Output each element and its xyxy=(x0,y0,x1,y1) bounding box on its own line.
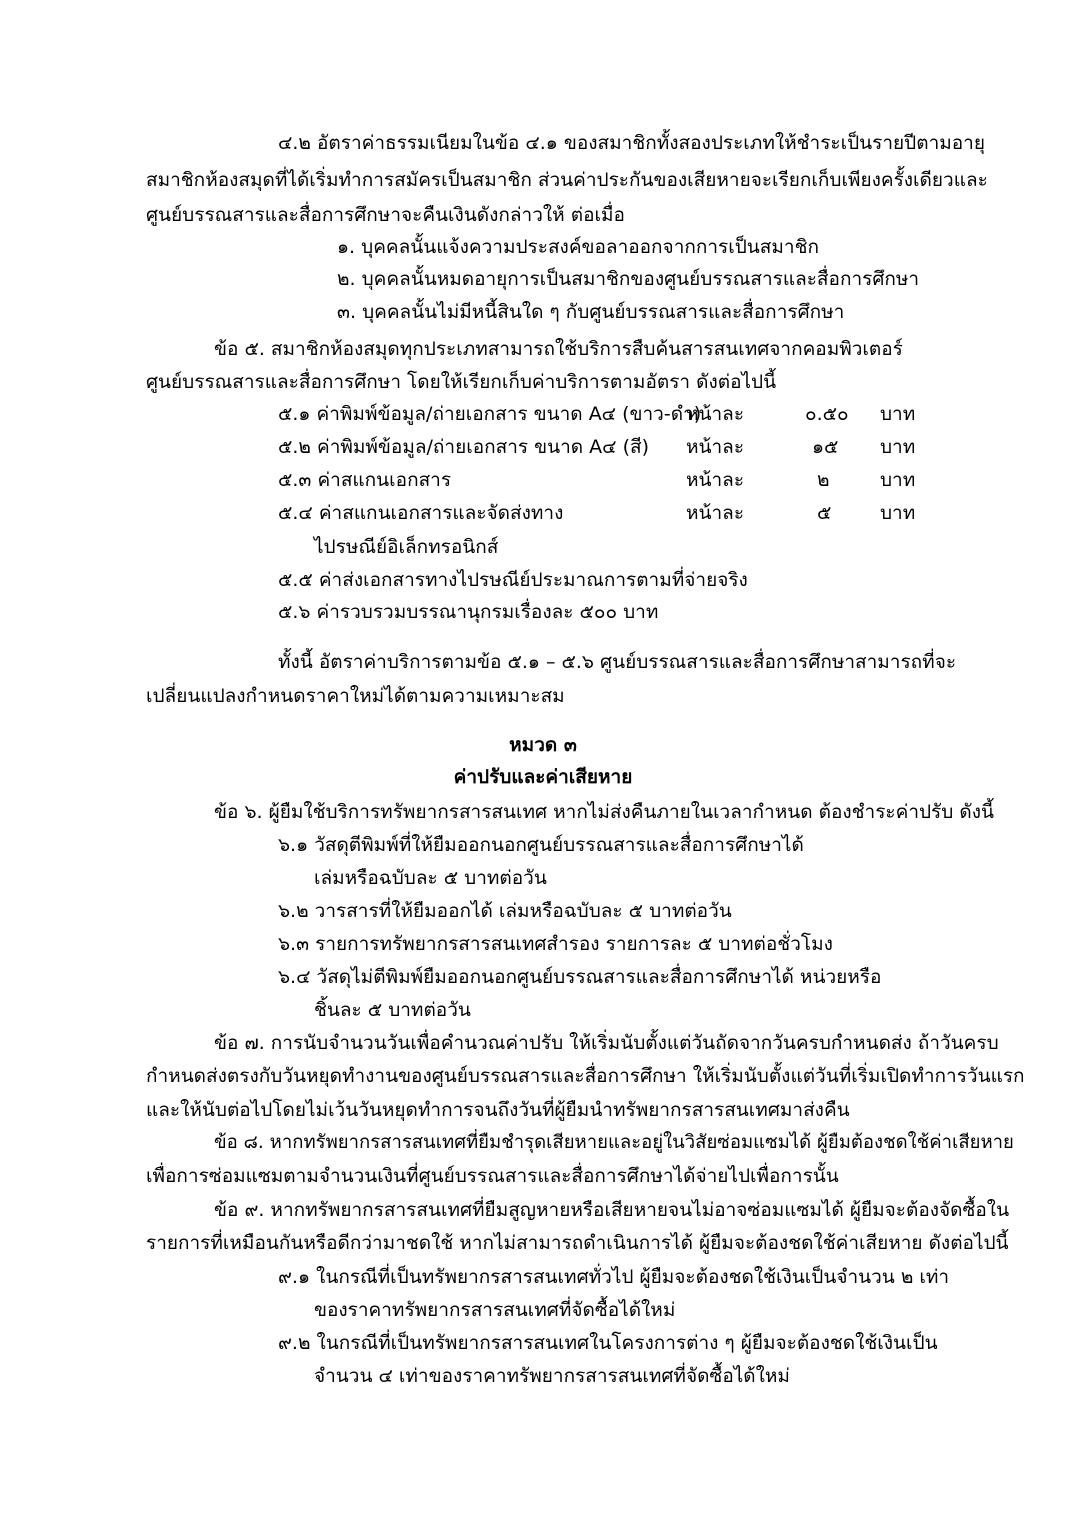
fee-unit: หน้าละ xyxy=(686,436,745,458)
section7-line3: และให้นับต่อไปโดยไม่เว้นวันหยุดทำการจนถึงวันที่ผู้ยืมนำทรัพยากรสารสนเทศมาส่งคืน xyxy=(146,1099,850,1121)
section5-line2: ศูนย์บรรณสารและสื่อการศึกษา โดยให้เรียกเก็บค่าบริการตามอัตรา ดังต่อไปนี้ xyxy=(146,371,777,393)
section5-item55: ๕.๕ ค่าส่งเอกสารทางไปรษณีย์ประมาณการตามที่จ่ายจริง xyxy=(278,569,748,591)
fee-item: ๕.๔ ค่าสแกนเอกสารและจัดส่งทาง xyxy=(278,502,564,524)
section6-item: ๖.๓ รายการทรัพยากรสารสนเทศสำรอง รายการละ ๕ บาทต่อชั่วโมง xyxy=(278,933,833,955)
section9-item-continuation: ของราคาทรัพยากรสารสนเทศที่จัดซื้อได้ใหม่ xyxy=(314,1299,676,1321)
section9-item-continuation: จำนวน ๔ เท่าของราคาทรัพยากรสารสนเทศที่จัดซื้อได้ใหม่ xyxy=(314,1365,790,1387)
fee-unit: หน้าละ xyxy=(686,469,745,491)
section8-line1: ข้อ ๘. หากทรัพยากรสารสนเทศที่ยืมชำรุดเสียหายและอยู่ในวิสัยซ่อมแซมได้ ผู้ยืมต้องชดใช้ค่าเสียหาย xyxy=(214,1132,1014,1153)
section5-note2: เปลี่ยนแปลงกำหนดราคาใหม่ได้ตามความเหมาะสม xyxy=(146,685,565,707)
section6-item: ๖.๑ วัสดุตีพิมพ์ที่ให้ยืมออกนอกศูนย์บรรณสารและสื่อการศึกษาได้ xyxy=(278,834,804,856)
fee-item: ๕.๓ ค่าสแกนเอกสาร xyxy=(278,469,452,491)
section9-item: ๙.๑ ในกรณีที่เป็นทรัพยากรสารสนเทศทั่วไป ผู้ยืมจะต้องชดใช้เงินเป็นจำนวน ๒ เท่า xyxy=(278,1266,950,1288)
section6-item-continuation: เล่มหรือฉบับละ ๕ บาทต่อวัน xyxy=(314,867,547,889)
section6-item: ๖.๒ วารสารที่ให้ยืมออกได้ เล่มหรือฉบับละ ๕ บาทต่อวัน xyxy=(278,900,732,922)
section8-line2: เพื่อการซ่อมแซมตามจำนวนเงินที่ศูนย์บรรณสารและสื่อการศึกษาได้จ่ายไปเพื่อการนั้น xyxy=(146,1165,839,1187)
section4-line3: ศูนย์บรรณสารและสื่อการศึกษาจะคืนเงินดังกล่าวให้ ต่อเมื่อ xyxy=(146,204,625,226)
fee-amount: ๑๕ xyxy=(812,436,839,458)
section7-line2: กำหนดส่งตรงกับวันหยุดทำงานของศูนย์บรรณสารและสื่อการศึกษา ให้เริ่มนับตั้งแต่วันที่เริ่มเปิดทำการวันแรก xyxy=(146,1065,1025,1087)
fee-amount: ๕ xyxy=(817,502,832,524)
section4-line1: ๔.๒ อัตราค่าธรรมเนียมในข้อ ๔.๑ ของสมาชิกทั้งสองประเภทให้ชำระเป็นรายปีตามอายุ xyxy=(278,132,985,154)
section9-line2: รายการที่เหมือนกันหรือดีกว่ามาชดใช้ หากไม่สามารถดำเนินการได้ ผู้ยืมจะต้องชดใช้ค่าเสียหาย ดังต่อไปนี้ xyxy=(146,1232,1009,1254)
section5-note1: ทั้งนี้ อัตราค่าบริการตามข้อ ๕.๑ – ๕.๖ ศูนย์บรรณสารและสื่อการศึกษาสามารถที่จะ xyxy=(278,651,957,673)
section5-item56: ๕.๖ ค่ารวบรวมบรรณานุกรมเรื่องละ ๕๐๐ บาท xyxy=(278,601,659,623)
fee-currency: บาท xyxy=(880,469,916,491)
section4-item: ๑. บุคคลนั้นแจ้งความประสงค์ขอลาออกจากการเป็นสมาชิก xyxy=(337,236,819,258)
section6-line1: ข้อ ๖. ผู้ยืมใช้บริการทรัพยากรสารสนเทศ หากไม่ส่งคืนภายในเวลากำหนด ต้องชำระค่าปรับ ดังนี้ xyxy=(214,801,994,823)
fee-amount: ๐.๕๐ xyxy=(805,403,849,425)
fee-item-continuation: ไปรษณีย์อิเล็กทรอนิกส์ xyxy=(314,536,499,558)
chapter-subtitle: ค่าปรับและค่าเสียหาย xyxy=(453,766,633,788)
fee-amount: ๒ xyxy=(817,469,830,491)
fee-item: ๕.๑ ค่าพิมพ์ข้อมูล/ถ่ายเอกสาร ขนาด A๔ (ขาว-ดำ) xyxy=(278,403,702,425)
section9-line1: ข้อ ๙. หากทรัพยากรสารสนเทศที่ยืมสูญหายหรือเสียหายจนไม่อาจซ่อมแซมได้ ผู้ยืมจะต้องจัดซื้อใน xyxy=(214,1199,1010,1221)
fee-item: ๕.๒ ค่าพิมพ์ข้อมูล/ถ่ายเอกสาร ขนาด A๔ (สี) xyxy=(278,436,649,458)
chapter-title: หมวด ๓ xyxy=(509,734,577,756)
fee-currency: บาท xyxy=(880,403,916,425)
section9-item: ๙.๒ ในกรณีที่เป็นทรัพยากรสารสนเทศในโครงการต่าง ๆ ผู้ยืมจะต้องชดใช้เงินเป็น xyxy=(278,1332,938,1354)
fee-unit: หน้าละ xyxy=(686,502,745,524)
fee-unit: หน้าละ xyxy=(686,403,745,425)
section4-item: ๒. บุคคลนั้นหมดอายุการเป็นสมาชิกของศูนย์บรรณสารและสื่อการศึกษา xyxy=(337,268,920,290)
section6-item: ๖.๔ วัสดุไม่ตีพิมพ์ยืมออกนอกศูนย์บรรณสารและสื่อการศึกษาได้ หน่วยหรือ xyxy=(278,966,882,988)
section4-item: ๓. บุคคลนั้นไม่มีหนี้สินใด ๆ กับศูนย์บรรณสารและสื่อการศึกษา xyxy=(337,301,845,323)
section6-item-continuation: ชิ้นละ ๕ บาทต่อวัน xyxy=(314,999,471,1021)
section4-line2: สมาชิกห้องสมุดที่ได้เริ่มทำการสมัครเป็นสมาชิก ส่วนค่าประกันของเสียหายจะเรียกเก็บเพียงครั้งเดียวและ xyxy=(146,169,988,191)
section5-line1: ข้อ ๕. สมาชิกห้องสมุดทุกประเภทสามารถใช้บริการสืบค้นสารสนเทศจากคอมพิวเตอร์ xyxy=(214,338,903,360)
section7-line1: ข้อ ๗. การนับจำนวนวันเพื่อคำนวณค่าปรับ ให้เริ่มนับตั้งแต่วันถัดจากวันครบกำหนดส่ง ถ้าวันครบ xyxy=(214,1032,999,1054)
fee-currency: บาท xyxy=(880,502,916,524)
fee-currency: บาท xyxy=(880,436,916,458)
